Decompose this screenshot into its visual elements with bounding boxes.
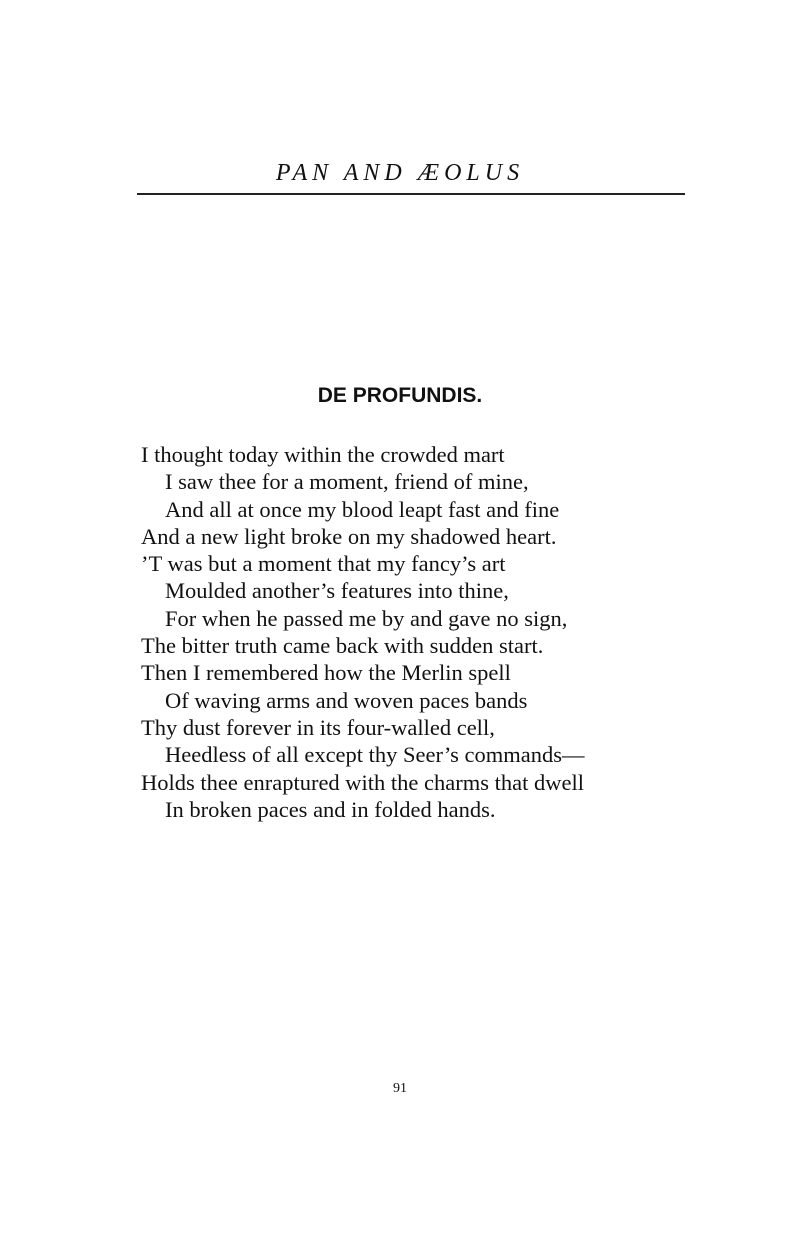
poem-line: Of waving arms and woven paces bands (165, 687, 528, 713)
poem-body (141, 441, 761, 823)
poem-line: I thought today within the crowded mart (141, 442, 505, 467)
page-number: 91 (393, 1081, 407, 1096)
running-title: PAN AND ÆOLUS (275, 160, 525, 186)
poem-line: In broken paces and in folded hands. (165, 796, 496, 822)
poem-line: The bitter truth came back with sudden start. (141, 633, 544, 659)
poem-line: Thy dust forever in its four-walled cell, (141, 714, 495, 740)
poem-line: ’T was but a moment that my fancy’s art (141, 551, 506, 577)
poem-title: DE PROFUNDIS. (317, 384, 483, 407)
poem-line: For when he passed me by and gave no sign, (165, 605, 568, 631)
poem-line: And all at once my blood leapt fast and fine (165, 496, 560, 522)
poem-line: Holds thee enraptured with the charms that dwell (141, 769, 584, 795)
poem-line: Moulded another’s features into thine, (165, 578, 509, 604)
poem-line: Then I remembered how the Merlin spell (141, 660, 511, 686)
header-rule (137, 193, 685, 195)
poem-line: Heedless of all except thy Seer’s commands— (165, 742, 585, 768)
poem-line: I saw thee for a moment, friend of mine, (165, 469, 529, 495)
poem-line: And a new light broke on my shadowed heart. (141, 523, 557, 549)
